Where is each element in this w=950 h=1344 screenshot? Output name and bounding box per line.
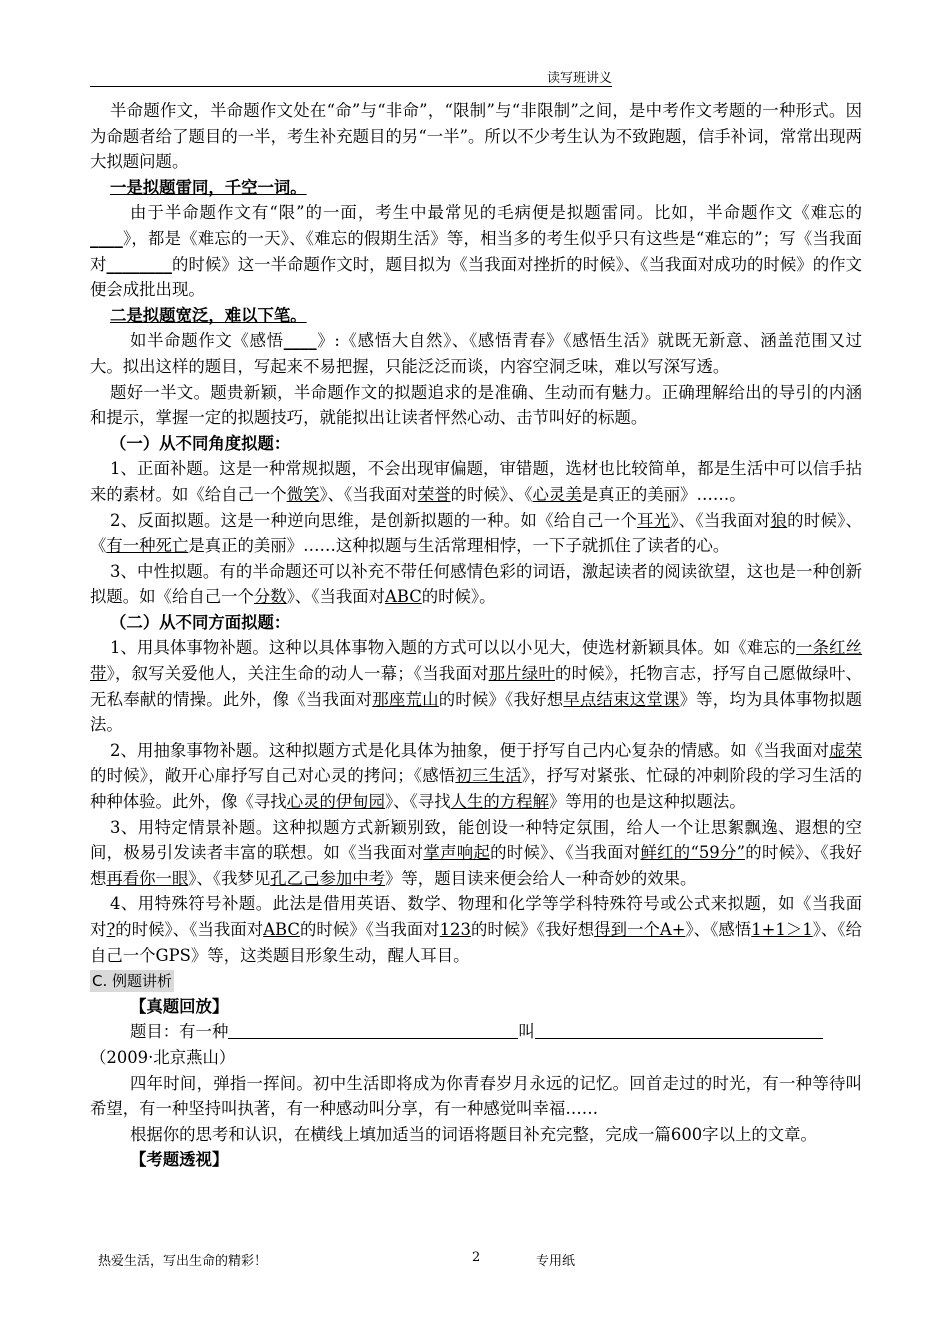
aspects-item1-d: 的时候》《我好想 [438,689,564,709]
problem2-heading-text: 二是拟题宽泛，难以下笔。 [110,305,307,325]
angles-item2-d: 是真正的美丽》……这种拟题与生活常理相悖，一下子就抓住了读者的心。 [188,536,730,556]
angles-item1-a: 1、正面补题。这是一种常规拟题，不会出现审偏题，审错题，选材也比较简单，都是生活中可以信手拈来的素材。如《给自己一个 [90,459,862,504]
angles-heading: （一）从不同角度拟题： [110,433,291,453]
problem1-heading-text: 一是拟题雷同，千空一词。 [110,177,307,197]
topic-line [90,1019,862,1045]
angles-item1-b: 》、《当我面对 [319,484,418,504]
aspects-item1-u1: 一条红丝带 [90,638,863,684]
header-title: 读写班讲义 [546,71,612,86]
page-header [90,72,612,87]
angles-item2-a: 2、反面拟题。这是一种逆向思维，是创新拟题的一种。如《给自己一个 [110,510,638,530]
summary-paragraph: 题好一半文。题贵新颖，半命题作文的拟题追求的是准确、生动而有魅力。正确理解给出的导引的内涵和提示，掌握一定的拟题技巧，就能拟出让读者怦然心动、击节叫好的标题。 [90,382,862,428]
section-c-heading [90,968,862,994]
intro-paragraph: 半命题作文，半命题作文处在“命”与“非命”，“限制”与“非限制”之间，是中考作文考题的一种形式。因为命题者给了题目的一半，考生补充题目的另“一半”。所以不少考生认为不致跑题，信手补词，常常出现两大拟题问题。 [90,101,862,172]
angles-item1-u2: 荣誉 [417,484,451,504]
problem1-blank-b: ________ [106,254,172,274]
angles-item-1 [90,456,862,507]
angles-item1-u1: 微笑 [286,484,320,504]
angles-item3-a: 3、中性拟题。有的半命题还可以补充不带任何感情色彩的词语，激起读者的阅读欲望，这也是一种创新拟题。如《给自己一个 [90,561,862,607]
aspects-item2-c: 》，抒写对紧张、忙碌的冲刺阶段的学习生活的种种体验。此外，像《寻找 [90,766,862,812]
aspects-item4-d: 的时候》《我好想 [470,920,595,939]
aspects-item3-b: 的时候》、《当我面对 [490,843,641,863]
aspects-item3-u3: 再看你一眼 [106,868,189,888]
aspects-item3-u4: 孔乙己参加中考 [270,868,386,888]
aspects-item3-c: 的时候》、《我好想 [90,843,863,888]
problem1-blank-a: ____ [90,228,123,248]
topic-blank-1 [228,1020,518,1039]
problem1-text-b: 》，都是《难忘的一天》、《难忘的假期生活》等，相当多的考生似乎只有这些是“难忘的”；写《当我面对 [90,228,862,274]
aspects-item-4 [90,891,862,968]
angles-item-3 [90,559,862,610]
section-c-label: C. 例题讲析 [92,972,173,991]
angles-item2-u3: 有一种死亡 [106,536,189,556]
angles-item2-u2: 狼 [770,510,788,530]
aspects-item4-c: 的时候》《当我面对 [299,920,440,939]
prompt-paragraph-2: 根据你的思考和认识，在横线上填加适当的词语将题目补充完整，完成一篇600字以上的文章。 [130,1124,817,1144]
page-number: 2 [472,1250,481,1265]
footer-motto: 热爱生活，写出生命的精彩！ [98,1254,268,1269]
aspects-item4-a: 4、用特殊符号补题。此法是借用英语、数学、物理和化学等学科特殊符号或公式来拟题，如《当我面对 [90,894,862,939]
aspects-item2-u2: 初三生活 [455,766,522,786]
aspects-item4-u2: ABC [263,920,300,939]
aspects-item1-u3: 那座荒山 [372,689,439,709]
aspects-item4-u4: 得到一个A+ [594,920,686,939]
angles-item3-u1: 分数 [253,587,287,607]
aspects-item4-u3: 123 [439,920,471,939]
angles-item3-u2: ABC [385,587,422,607]
topic-source: （2009·北京燕山） [90,1047,236,1067]
problem1-paragraph [90,200,862,302]
aspects-item4-b: 的时候》、《当我面对 [115,920,264,939]
angles-item2-c: 的时候》、《 [90,510,862,556]
aspects-item2-e: 》等用的也是这种拟题法。 [548,792,746,812]
angles-item-2 [90,508,862,559]
aspects-item1-b: 》，叙写关爱他人，关注生命的动人一幕；《当我面对 [106,664,489,684]
problem2-blank-a: ____ [283,331,317,351]
angles-item1-c: 的时候》、《 [450,484,533,504]
aspects-item-3 [90,815,862,892]
angles-item2-u1: 耳光 [637,510,671,530]
topic-mid: 叫 [518,1022,535,1042]
angles-item3-c: 的时候》。 [421,587,496,607]
problem1-text-c: 的时候》这一半命题作文时，题目拟为《当我面对挫折的时候》、《当我面对成功的时候》的作文便会成批出现。 [90,254,862,300]
problem1-heading [90,175,862,201]
aspects-item-2 [90,738,862,815]
problem2-text-a: 如半命题作文《感悟 [130,331,284,351]
aspects-item4-f: 》、《给自己一个GPS》等，这类题目形象生动，醒人耳目。 [90,920,862,965]
aspects-item3-u2: 鲜红的“59分” [640,843,746,863]
angles-item1-u3: 心灵美 [532,484,582,504]
aspects-item3-e: 》等，题目读来便会给人一种奇妙的效果。 [385,868,697,888]
aspects-item2-d: 》、《寻找 [385,792,451,812]
topic-blank-2 [535,1020,823,1039]
aspects-item1-c: 的时候》，托物言志，抒写自己愿做绿叶、无私奉献的情操。此外，像《当我面对 [90,664,863,709]
topic-prefix: 题目：有一种 [130,1022,229,1042]
problem2-text-b: 》:《感悟大自然》、《感悟青春》《感悟生活》就既无新意、涵盖范围又过大。拟出这样的题目，写起来不易把握，只能泛泛而谈，内容空洞乏味，难以写深写透。 [90,331,863,376]
aspects-item1-a: 1、用具体事物补题。这种以具体事物入题的方式可以以小见大，使选材新颖具体。如《难忘的 [110,638,797,658]
problem2-heading [90,303,862,329]
aspects-item2-b: 的时候》，敞开心扉抒写自己对心灵的拷问；《感悟 [90,766,456,786]
aspects-item4-u5: 1+1＞1 [751,920,813,939]
aspects-item2-u3: 心灵的伊甸园 [286,792,386,812]
problem2-paragraph [90,328,862,379]
prompt-paragraph-1: 四年时间，弹指一挥间。初中生活即将成为你青春岁月永远的记忆。回首走过的时光，有一种等待叫希望，有一种坚持叫执著，有一种感动叫分享，有一种感觉叫幸福…… [90,1073,862,1119]
aspects-item3-a: 3、用特定情景补题。这种拟题方式新颖别致，能创设一种特定氛围，给人一个让思絮飘逸、遐想的空间，极易引发读者丰富的联想。如《当我面对 [90,817,862,863]
aspects-item4-e: 》、《感悟 [685,920,752,939]
aspects-item2-u1: 虚荣 [829,740,862,760]
aspects-item1-u4: 早点结束这堂课 [563,689,680,709]
document-body [90,98,862,1173]
real-exam-heading: 【真题回放】 [130,996,229,1016]
aspects-item4-u1: ? [106,920,116,939]
aspects-item2-u4: 人生的方程解 [450,792,549,812]
footer-paper: 专用纸 [536,1254,576,1269]
angles-item1-d: 是真正的美丽》……。 [581,484,746,504]
aspects-item-1 [90,635,862,737]
aspects-item1-e: 》等，均为具体事物拟题法。 [90,689,863,735]
aspects-item1-u2: 那片绿叶 [488,664,556,684]
aspects-heading: （二）从不同方面拟题： [110,612,291,632]
angles-item2-b: 》、《当我面对 [670,510,771,530]
angles-item3-b: 》、《当我面对 [286,587,386,607]
aspects-item3-u1: 掌声响起 [423,843,491,863]
problem1-text-a: 由于半命题作文有“限”的一面，考生中最常见的毛病便是拟题雷同。比如，半命题作文《难忘的 [130,203,862,223]
analysis-heading: 【考题透视】 [130,1150,229,1170]
aspects-item2-a: 2、用抽象事物补题。这种拟题方式是化具体为抽象，便于抒写自己内心复杂的情感。如《当我面对 [110,740,830,760]
aspects-item3-d: 》、《我梦见 [188,868,271,888]
